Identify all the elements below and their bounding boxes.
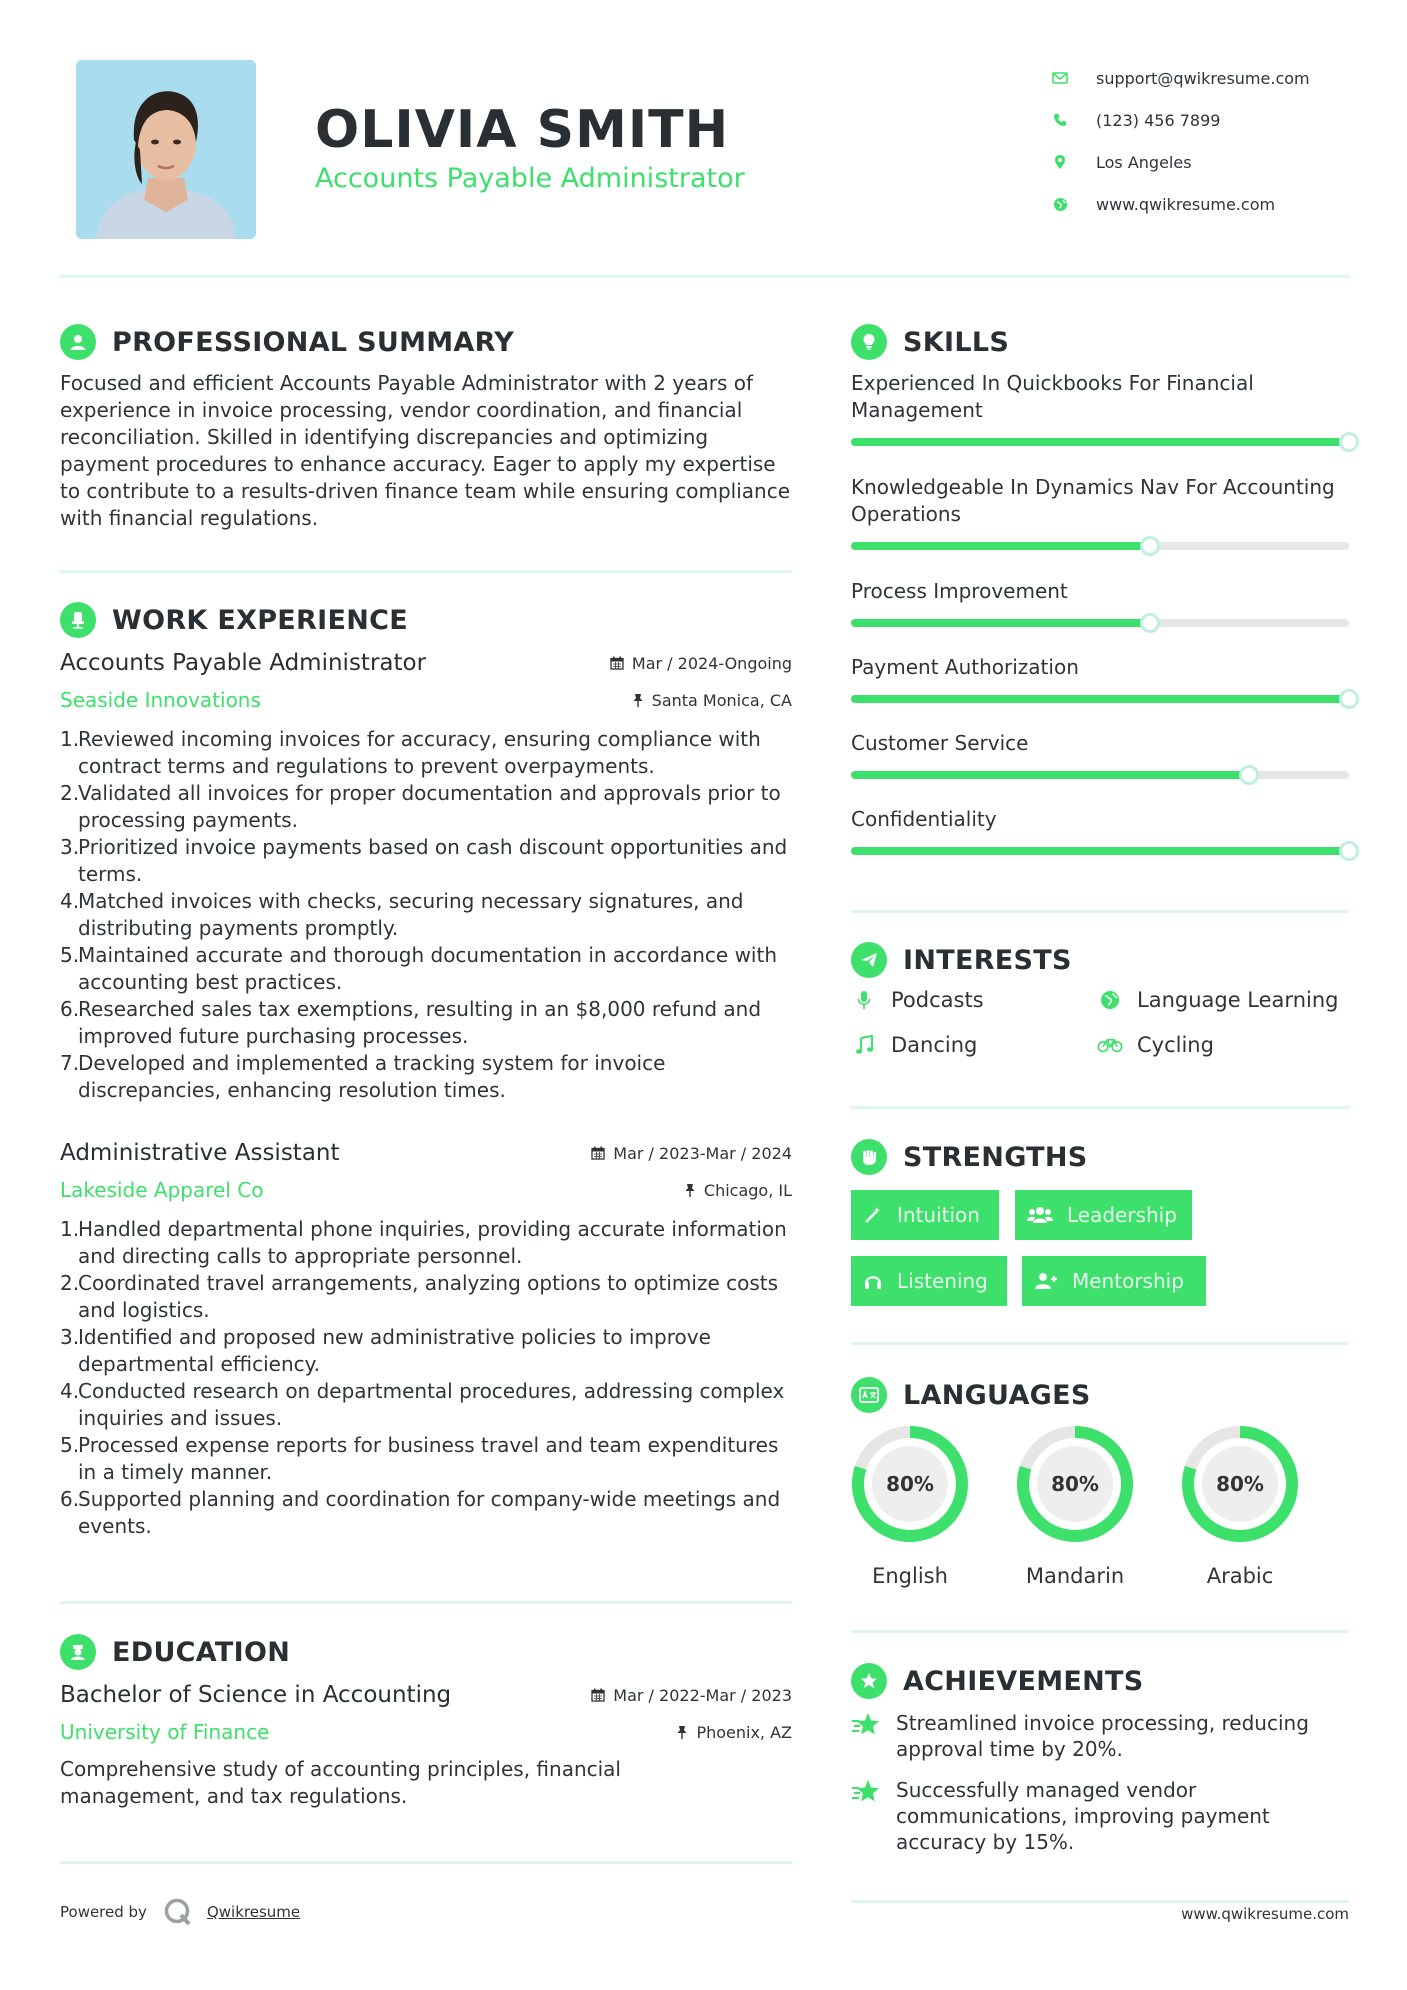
interest-item: Podcasts [851, 988, 984, 1012]
interests-title: INTERESTS [903, 944, 1072, 976]
skill-row [851, 474, 1349, 550]
language-name: English [872, 1564, 948, 1588]
interest-item: Dancing [851, 1033, 977, 1057]
skill-bar-fill [851, 695, 1349, 703]
skill-name: Customer Service [851, 731, 1029, 755]
strength-chip: Mentorship [1022, 1256, 1206, 1306]
briefcase-chair-icon [60, 602, 96, 638]
skill-bar-knob [1239, 765, 1259, 785]
strength-chip: Intuition [851, 1190, 999, 1240]
envelope-icon [1050, 72, 1070, 84]
candidate-name: OLIVIA SMITH [315, 100, 730, 160]
pushpin-icon [632, 693, 644, 707]
phone-icon [1050, 113, 1070, 127]
language-percent: 80% [1051, 1472, 1099, 1496]
skill-name: Experienced In Quickbooks For Financial Management [851, 371, 1254, 422]
contact-website-text: www.qwikresume.com [1096, 194, 1276, 214]
language-ring [848, 1422, 972, 1546]
list-item: 3. Prioritized invoice payments based on cash discount opportunities and terms. [60, 835, 788, 886]
list-item: 6. Supported planning and coordination for company-wide meetings and events. [60, 1487, 781, 1538]
calendar-icon [591, 1146, 605, 1160]
skill-bar-fill [851, 771, 1249, 779]
list-item: 6. Researched sales tax exemptions, resulting in an $8,000 refund and improved future purchasing processes. [60, 997, 762, 1048]
job-title: Administrative Assistant [60, 1140, 340, 1166]
headphones-icon [863, 1271, 883, 1291]
skill-bar-knob [1339, 689, 1359, 709]
school-location: Phoenix, AZ [676, 1723, 792, 1742]
skills-title: SKILLS [903, 326, 1010, 358]
candidate-role: Accounts Payable Administrator [315, 163, 745, 194]
skill-bar [851, 847, 1349, 855]
language-name: Arabic [1206, 1564, 1274, 1588]
job-dates: Mar / 2024-Ongoing [610, 654, 792, 673]
skill-row [851, 578, 1349, 627]
skill-bar-fill [851, 438, 1349, 446]
education-description: Comprehensive study of accounting principles, financial management, and tax regulations. [60, 1757, 621, 1808]
qwikresume-link[interactable]: Qwikresume [206, 1903, 301, 1921]
star-icon [851, 1777, 881, 1855]
strengths-divider [851, 1342, 1349, 1345]
work-heading [60, 602, 408, 638]
star-icon [851, 1710, 881, 1762]
user-plus-icon [1034, 1271, 1058, 1291]
job-company: Lakeside Apparel Co [60, 1178, 264, 1202]
job-location: Santa Monica, CA [632, 691, 792, 710]
microphone-icon [851, 990, 877, 1010]
job-dates: Mar / 2023-Mar / 2024 [591, 1144, 792, 1163]
language-name: Mandarin [1025, 1564, 1125, 1588]
user-icon [60, 324, 96, 360]
contact-phone[interactable] [1050, 99, 1310, 141]
achievement-item: Successfully managed vendor communications, improving payment accuracy by 15%. [851, 1777, 1351, 1855]
skill-bar-knob [1140, 613, 1160, 633]
skill-bar [851, 695, 1349, 703]
language-item [848, 1422, 972, 1588]
strengths-title: STRENGTHS [903, 1141, 1088, 1173]
pushpin-icon [676, 1725, 688, 1739]
list-item: 1. Reviewed incoming invoices for accuracy, ensuring compliance with contract terms and regulations to prevent overpayments. [60, 727, 761, 778]
lightbulb-icon [851, 324, 887, 360]
skill-row [851, 654, 1349, 703]
education-dates: Mar / 2022-Mar / 2023 [591, 1686, 792, 1705]
interests-divider [851, 1106, 1349, 1109]
skills-divider [851, 910, 1349, 913]
pushpin-icon [684, 1183, 696, 1197]
contact-email[interactable] [1050, 57, 1310, 99]
achievements-heading [851, 1663, 1144, 1699]
summary-heading [60, 324, 514, 360]
skill-name: Confidentiality [851, 807, 997, 831]
skill-name: Knowledgeable In Dynamics Nav For Accounting Operations [851, 475, 1335, 526]
music-note-icon [851, 1035, 877, 1055]
globe-icon [1097, 990, 1123, 1010]
list-item: 7. Developed and implemented a tracking system for invoice discrepancies, enhancing resolution times. [60, 1051, 666, 1102]
skill-name: Payment Authorization [851, 655, 1079, 679]
list-item: 2. Validated all invoices for proper documentation and approvals prior to processing payments. [60, 781, 781, 832]
summary-divider [60, 570, 792, 573]
job-entry-1 [60, 650, 792, 1104]
skill-bar-fill [851, 847, 1349, 855]
contact-phone-text: (123) 456 7899 [1096, 110, 1221, 130]
work-title: WORK EXPERIENCE [112, 604, 408, 636]
list-item: 1. Handled departmental phone inquiries, providing accurate information and directing calls to appropriate personnel. [60, 1217, 787, 1268]
degree-title: Bachelor of Science in Accounting [60, 1682, 452, 1708]
summary-title: PROFESSIONAL SUMMARY [112, 326, 515, 358]
education-title: EDUCATION [112, 1636, 291, 1668]
list-item: 5. Maintained accurate and thorough documentation in accordance with accounting best practices. [60, 943, 777, 994]
contact-list [1050, 57, 1310, 225]
job-title: Accounts Payable Administrator [60, 650, 427, 676]
skill-bar-knob [1339, 432, 1359, 452]
skill-bar-knob [1339, 841, 1359, 861]
qwikresume-logo-icon [163, 1897, 193, 1927]
education-divider [60, 1861, 792, 1864]
achievements-divider [851, 1900, 1349, 1903]
education-heading [60, 1634, 290, 1670]
achievement-item: Streamlined invoice processing, reducing approval time by 20%. [851, 1710, 1351, 1762]
language-percent: 80% [886, 1472, 934, 1496]
job-duties [60, 1216, 792, 1540]
bicycle-icon [1097, 1036, 1123, 1054]
strengths-heading [851, 1139, 1088, 1175]
skill-bar [851, 771, 1349, 779]
language-item [1178, 1422, 1302, 1588]
profile-photo [76, 60, 256, 239]
job-entry-2 [60, 1140, 792, 1540]
list-item: 4. Conducted research on departmental procedures, addressing complex inquiries and issues. [60, 1379, 785, 1430]
header-divider [60, 275, 1349, 278]
languages-divider [851, 1630, 1349, 1633]
star-badge-icon [851, 1663, 887, 1699]
skill-bar-fill [851, 619, 1150, 627]
interest-item: Cycling [1097, 1033, 1214, 1057]
languages-heading [851, 1377, 1091, 1413]
skill-bar-knob [1140, 536, 1160, 556]
skill-row [851, 730, 1349, 779]
map-pin-icon [1050, 154, 1070, 170]
strength-chip: Listening [851, 1256, 1007, 1306]
skill-name: Process Improvement [851, 579, 1068, 603]
contact-location [1050, 141, 1310, 183]
skills-heading [851, 324, 1009, 360]
skill-bar-fill [851, 542, 1150, 550]
summary-text: Focused and efficient Accounts Payable Administrator with 2 years of experience in invoice processing, vendor coordination, and financial reconciliation. Skilled in identifying discrepancies and optimizing payment procedures to enhance accuracy. Eager to apply my expertise to contribute to a results-driven finance team while ensuring compliance with financial regulations. [60, 371, 791, 530]
contact-website[interactable] [1050, 183, 1310, 225]
interests-heading [851, 942, 1072, 978]
users-icon [1027, 1205, 1053, 1225]
skill-bar [851, 438, 1349, 446]
language-ring [1178, 1422, 1302, 1546]
job-company: Seaside Innovations [60, 688, 261, 712]
language-item [1013, 1422, 1137, 1588]
achievements-title: ACHIEVEMENTS [903, 1665, 1144, 1697]
education-entry [60, 1682, 792, 1810]
footer-powered-by: Powered by Qwikresume [60, 1897, 300, 1927]
graduate-icon [60, 1634, 96, 1670]
list-item: 3. Identified and proposed new administrative policies to improve departmental efficiency. [60, 1325, 711, 1376]
language-icon [851, 1377, 887, 1413]
list-item: 5. Processed expense reports for business travel and team expenditures in a timely manner. [60, 1433, 779, 1484]
job-location: Chicago, IL [684, 1181, 792, 1200]
skill-row [851, 806, 1349, 855]
language-percent: 80% [1216, 1472, 1264, 1496]
calendar-icon [591, 1688, 605, 1702]
list-item: 2. Coordinated travel arrangements, analyzing options to optimize costs and logistics. [60, 1271, 779, 1322]
interest-item: Language Learning [1097, 988, 1338, 1012]
fist-icon [851, 1139, 887, 1175]
globe-icon [1050, 197, 1070, 212]
skill-bar [851, 542, 1349, 550]
contact-location-text: Los Angeles [1096, 152, 1192, 172]
paper-plane-icon [851, 942, 887, 978]
languages-title: LANGUAGES [903, 1379, 1091, 1411]
skill-row [851, 370, 1349, 446]
job-duties [60, 726, 792, 1104]
skill-bar [851, 619, 1349, 627]
contact-email-text: support@qwikresume.com [1096, 68, 1310, 88]
strength-chip: Leadership [1015, 1190, 1192, 1240]
work-divider [60, 1601, 792, 1604]
list-item: 4. Matched invoices with checks, securing necessary signatures, and distributing payments promptly. [60, 889, 744, 940]
language-ring [1013, 1422, 1137, 1546]
footer-website[interactable]: www.qwikresume.com [1181, 1905, 1349, 1923]
magic-wand-icon [863, 1205, 883, 1225]
school-name: University of Finance [60, 1720, 270, 1744]
calendar-icon [610, 656, 624, 670]
